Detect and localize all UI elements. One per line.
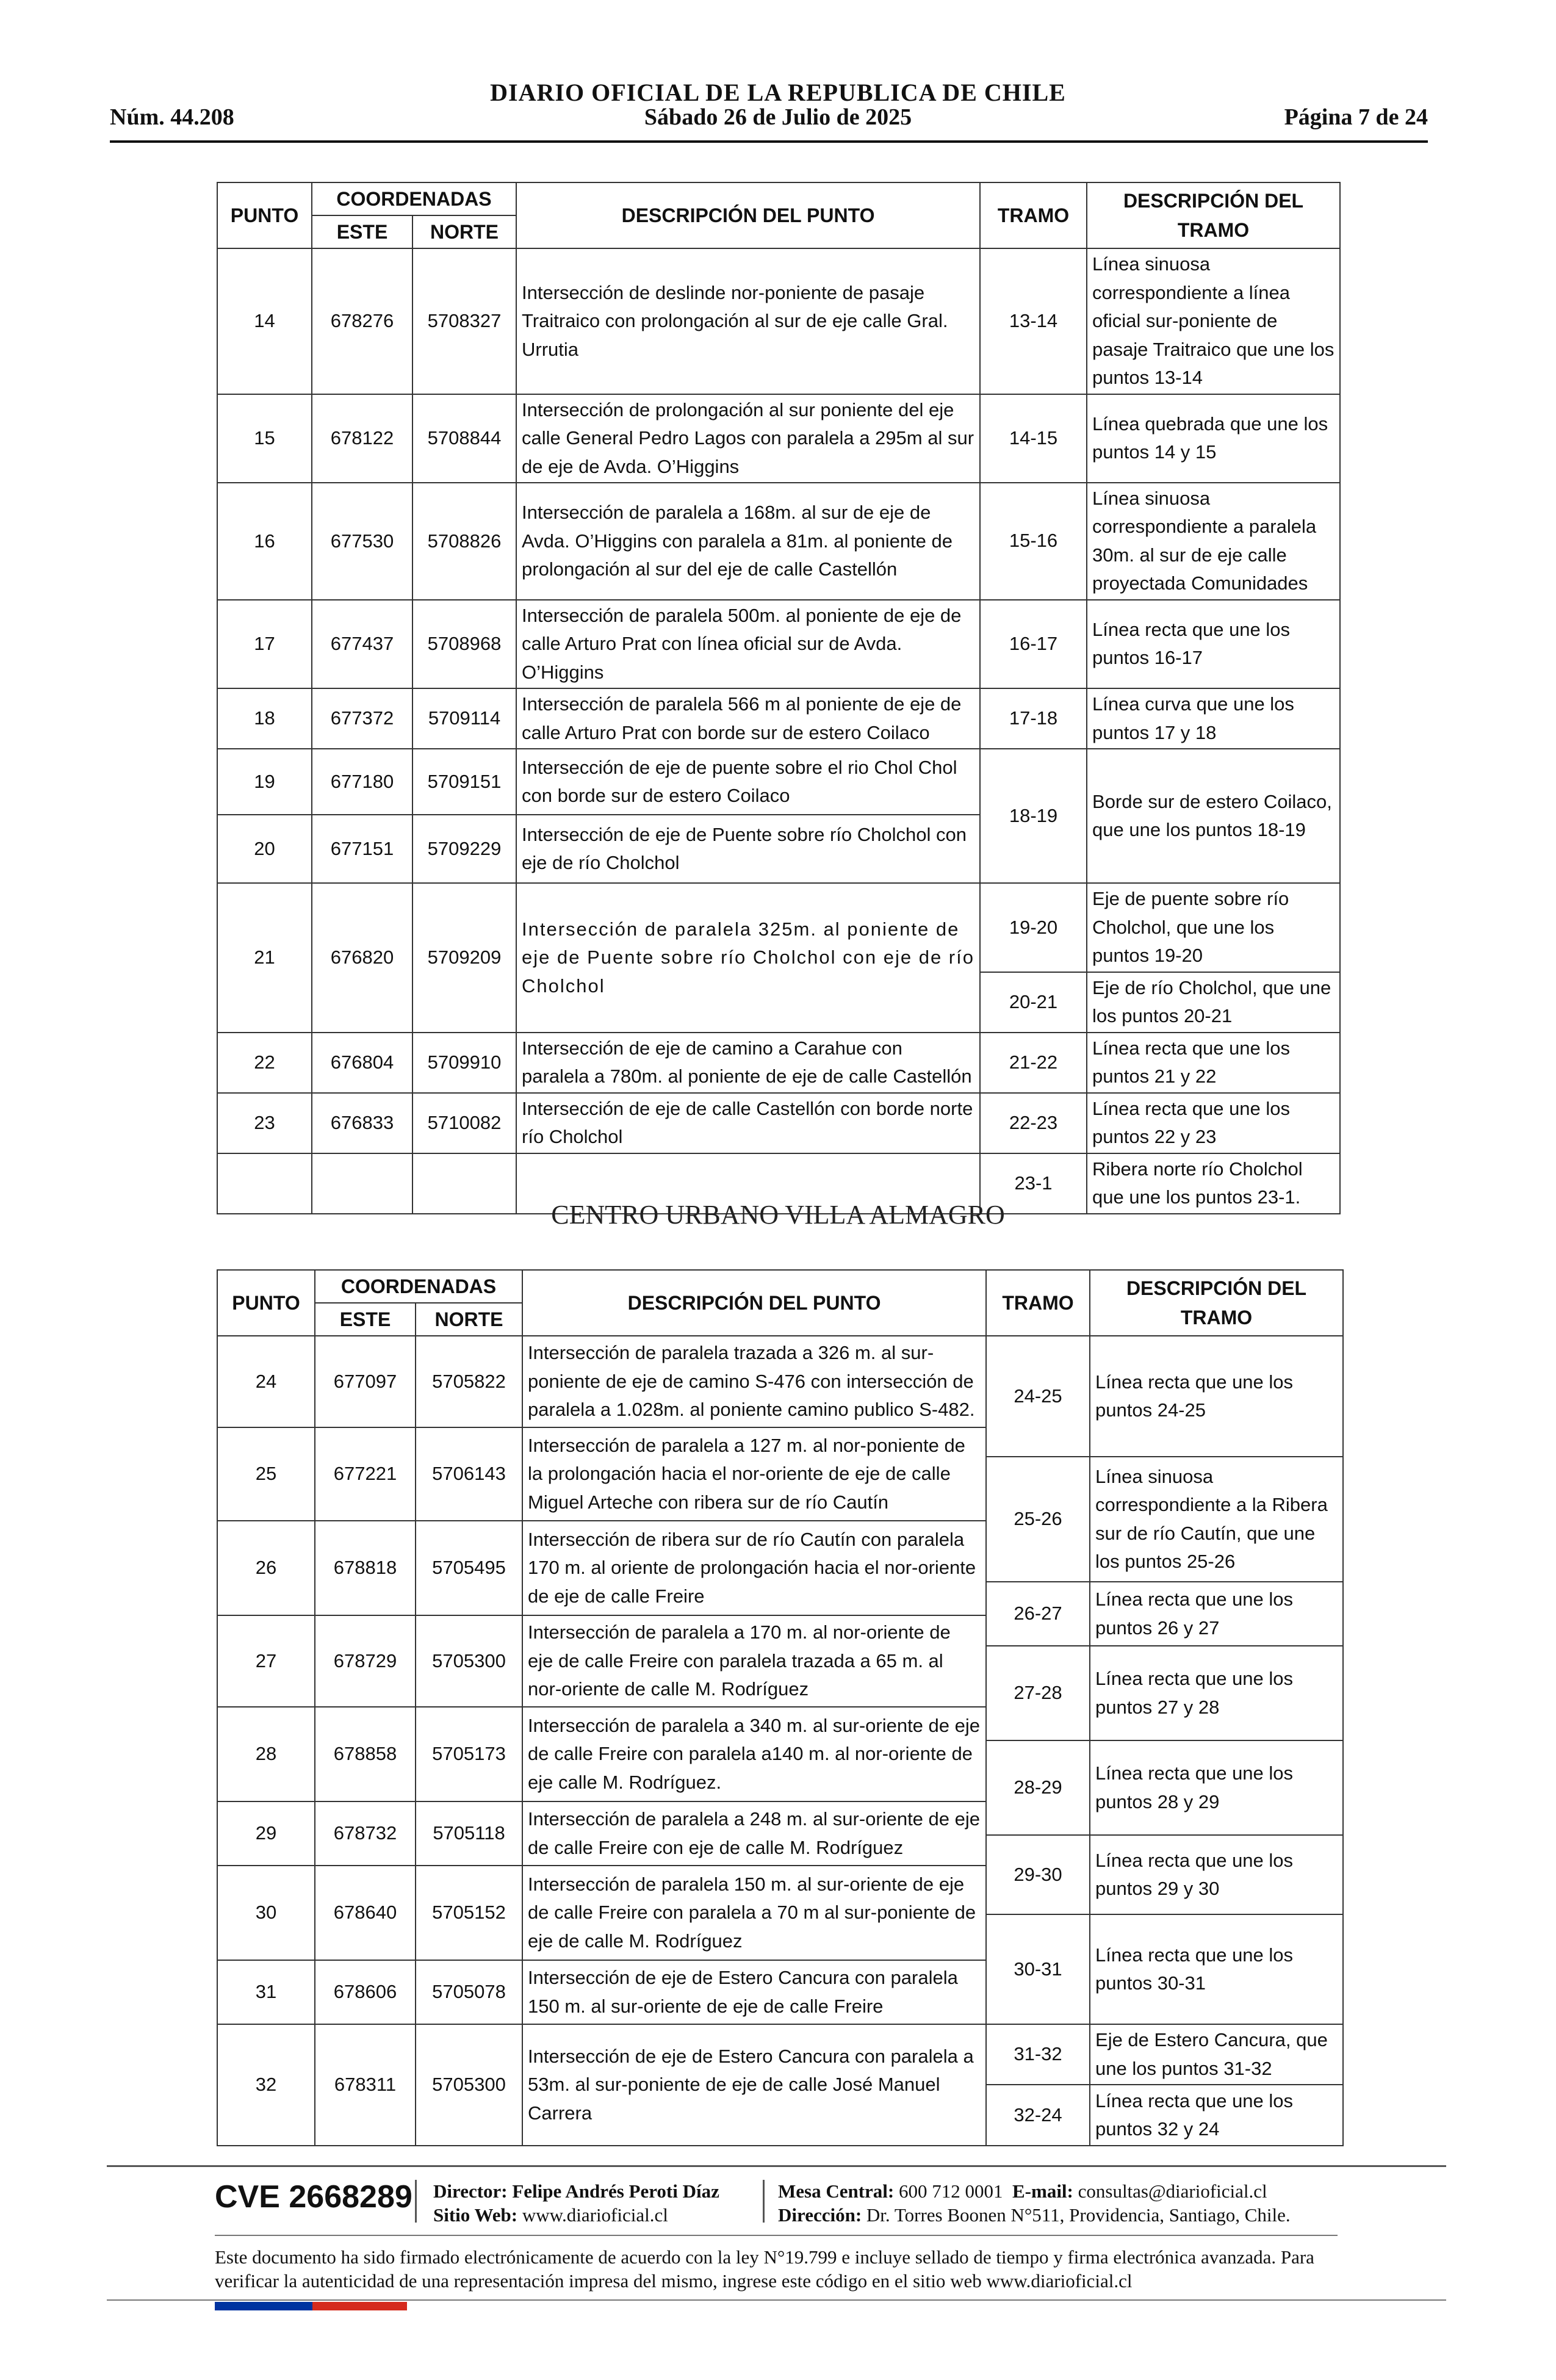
header-descripcion-tramo-line-1: DESCRIPCIÓN DEL [1123,190,1304,212]
table-row [217,600,1340,689]
website-link[interactable]: www.diarioficial.cl [522,2204,668,2226]
norte-cell: 5705118 [416,1801,522,1866]
este-cell: 678640 [315,1866,416,1960]
norte-cell: 5705300 [416,2024,522,2146]
tramo-cell: 15-16 [980,483,1087,600]
point-description-cell: Intersección de paralela a 168m. al sur de eje de Avda. O’Higgins con paralela a 81m. al poniente de prolongación al sur del eje de calle Castellón [516,483,980,599]
este-cell: 677151 [312,815,412,883]
tramo-description-cell: Eje de río Cholchol, que une los puntos 20-21 [1087,972,1340,1033]
header-descripcion-tramo [1090,1270,1343,1336]
punto-cell: 29 [217,1801,315,1866]
este-cell: 677097 [315,1336,416,1427]
tramo-cell: 25-26 [986,1457,1090,1582]
header-norte: NORTE [416,1303,522,1336]
este-cell: 676833 [312,1093,412,1153]
tramo-cell: 22-23 [980,1093,1087,1153]
tramo-description-cell: Línea recta que une los puntos 24-25 [1090,1336,1343,1457]
punto-cell: 30 [217,1866,315,1960]
point-description-cell: Intersección de paralela a 248 m. al sur-oriente de eje de calle Freire con eje de calle M. Rodríguez [522,1801,986,1866]
norte-cell: 5705152 [416,1866,522,1960]
norte-cell: 5705495 [416,1521,522,1615]
tramo-description-cell: Línea recta que une los puntos 30-31 [1090,1914,1343,2024]
tramo-description-cell: Línea recta que une los puntos 26 y 27 [1090,1582,1343,1646]
norte-cell: 5710082 [412,1093,516,1153]
tramo-cell: 30-31 [986,1914,1090,2024]
punto-cell: 27 [217,1615,315,1707]
footer-legal-text: Este documento ha sido firmado electrónicamente de acuerdo con la ley N°19.799 e incluye sellado de tiempo y firma electrónica avanzada. Para verificar la autenticidad de una representación impresa del mismo, ingrese este código en el sitio web www.diarioficial.cl [215,2246,1314,2292]
norte-cell: 5705822 [416,1336,522,1427]
header-este: ESTE [312,215,412,248]
header-descripcion-punto: DESCRIPCIÓN DEL PUNTO [516,182,980,248]
table-row [217,688,1340,749]
header-divider [110,140,1428,143]
point-description-cell: Intersección de paralela 566 m al poniente de eje de calle Arturo Prat con borde sur de estero Coilaco [516,688,980,749]
point-description-cell: Intersección de eje de puente sobre el rio Chol Chol con borde sur de estero Coilaco [516,749,980,815]
point-description-cell: Intersección de eje de Estero Cancura con paralela a 53m. al sur-poniente de eje de calle José Manuel Carrera [522,2024,986,2146]
punto-cell: 32 [217,2024,315,2146]
issue-date: Sábado 26 de Julio de 2025 [644,104,912,130]
norte-cell: 5709910 [412,1033,516,1093]
norte-cell: 5708327 [412,248,516,394]
tramo-cell: 17-18 [980,688,1087,749]
header-coordenadas: COORDENADAS [315,1270,522,1303]
table-row [217,394,1340,483]
tramo-description-cell: Línea recta que une los puntos 32 y 24 [1090,2085,1343,2146]
table-row [217,248,1340,394]
punto-cell: 20 [217,815,312,883]
cve-code: CVE 2668289 [215,2179,412,2215]
address-label: Dirección: [778,2204,862,2226]
tramo-description-cell: Línea recta que une los puntos 29 y 30 [1090,1835,1343,1914]
section-title: CENTRO URBANO VILLA ALMAGRO [551,1200,1005,1230]
tramo-cell: 16-17 [980,600,1087,689]
header-descripcion-tramo-line-2: TRAMO [1177,219,1250,241]
address-value: Dr. Torres Boonen N°511, Providencia, Santiago, Chile. [866,2204,1291,2226]
header-descripcion-tramo-line-2: TRAMO [1180,1307,1253,1329]
norte-cell: 5705173 [416,1707,522,1801]
point-description-cell: Intersección de eje de camino a Carahue con paralela a 780m. al poniente de eje de calle Castellón [516,1033,980,1093]
table-row [217,1033,1340,1093]
punto-cell: 22 [217,1033,312,1093]
tramo-cell: 20-21 [980,972,1087,1033]
header-punto: PUNTO [217,1270,315,1336]
point-description-cell: Intersección de deslinde nor-poniente de pasaje Traitraico con prolongación al sur de eje calle Gral. Urrutia [516,248,980,394]
boundary-table-1 [217,182,1341,1214]
footer-divider [107,2299,1446,2301]
table-2-header [217,1270,1343,1336]
point-description-cell: Intersección de paralela a 340 m. al sur-oriente de eje de calle Freire con paralela a140 m. al nor-oriente de eje calle M. Rodríguez. [522,1707,986,1801]
punto-cell: 19 [217,749,312,815]
point-description-cell: Intersección de eje de calle Castellón con borde norte río Cholchol [516,1093,980,1153]
tramo-cell: 28-29 [986,1740,1090,1835]
website-line [433,2204,719,2227]
issue-number: Núm. 44.208 [110,104,234,130]
este-cell: 678732 [315,1801,416,1866]
este-cell: 676804 [312,1033,412,1093]
point-description-cell: Intersección de paralela a 127 m. al nor-poniente de la prolongación hacia el nor-oriente de eje de calle Miguel Arteche con ribera sur de río Cautín [522,1427,986,1521]
este-cell: 678122 [312,394,412,483]
header-punto: PUNTO [217,182,312,248]
punto-cell: 26 [217,1521,315,1615]
tramo-cell: 19-20 [980,883,1087,972]
tramo-description-cell: Línea recta que une los puntos 28 y 29 [1090,1740,1343,1835]
header-coordenadas: COORDENADAS [312,182,516,215]
tramo-cell: 14-15 [980,394,1087,483]
table-row [217,1093,1340,1153]
boundary-table-2 [217,1269,1344,2146]
punto-cell: 15 [217,394,312,483]
director-label: Director: [433,2180,508,2202]
email-label: E-mail: [1012,2180,1073,2202]
norte-cell: 5709229 [412,815,516,883]
punto-cell: 23 [217,1093,312,1153]
tramo-description-cell: Línea recta que une los puntos 22 y 23 [1087,1093,1340,1153]
point-description-cell: Intersección de ribera sur de río Cautín con paralela 170 m. al oriente de prolongación hacia el nor-oriente de eje de calle Freire [522,1521,986,1615]
tramo-cell: 21-22 [980,1033,1087,1093]
tramo-description-cell: Línea sinuosa correspondiente a línea oficial sur-poniente de pasaje Traitraico que une los puntos 13-14 [1087,248,1340,394]
tramo-description-cell: Eje de Estero Cancura, que une los puntos 31-32 [1090,2024,1343,2085]
header-descripcion-punto: DESCRIPCIÓN DEL PUNTO [522,1270,986,1336]
este-cell: 677372 [312,688,412,749]
footer-divider [107,2165,1446,2167]
point-description-cell: Intersección de paralela 500m. al poniente de eje de calle Arturo Prat con línea oficial sur de Avda. O’Higgins [516,600,980,689]
este-cell: 677437 [312,600,412,689]
norte-cell: 5708826 [412,483,516,599]
tramo-cell: 24-25 [986,1336,1090,1457]
punto-cell: 21 [217,883,312,1033]
este-cell: 678606 [315,1960,416,2024]
header-este: ESTE [315,1303,416,1336]
tramo-description-cell: Borde sur de estero Coilaco, que une los puntos 18-19 [1087,749,1340,883]
table-1-header [217,182,1340,248]
este-cell: 678818 [315,1521,416,1615]
header-descripcion-tramo-line-1: DESCRIPCIÓN DEL [1126,1277,1307,1299]
footer-separator [763,2180,765,2223]
este-cell: 678729 [315,1615,416,1707]
table-row [217,749,1340,815]
header-tramo: TRAMO [980,182,1087,248]
punto-cell: 25 [217,1427,315,1521]
norte-cell: 5709209 [412,883,516,1033]
tramo-cell: 18-19 [980,749,1087,883]
punto-cell: 17 [217,600,312,689]
punto-cell: 31 [217,1960,315,2024]
mesa-label: Mesa Central: [778,2180,895,2202]
email-link[interactable]: consultas@diarioficial.cl [1078,2180,1267,2202]
tramo-description-cell: Línea curva que une los puntos 17 y 18 [1087,688,1340,749]
tramo-description-cell: Línea recta que une los puntos 27 y 28 [1090,1646,1343,1740]
mesa-value: 600 712 0001 [899,2180,1003,2202]
tramo-cell: 23-1 [980,1153,1087,1214]
norte-cell: 5709151 [412,749,516,815]
este-cell: 677530 [312,483,412,599]
address-line [778,2204,1291,2227]
footer-contact-block [778,2180,1291,2227]
footer-divider [215,2235,1338,2236]
tramo-description-cell: Línea quebrada que une los puntos 14 y 15 [1087,394,1340,483]
page-indicator: Página 7 de 24 [1284,104,1428,130]
norte-cell: 5709114 [412,688,516,749]
point-description-cell: Intersección de paralela a 170 m. al nor-oriente de eje de calle Freire con paralela trazada a 65 m. al nor-oriente de calle M. Rodríguez [522,1615,986,1707]
point-description-cell: Intersección de eje de Puente sobre río Cholchol con eje de río Cholchol [516,815,980,883]
este-cell: 678858 [315,1707,416,1801]
norte-cell: 5705078 [416,1960,522,2024]
norte-cell: 5708844 [412,394,516,483]
punto-cell: 28 [217,1707,315,1801]
point-description-cell: Intersección de prolongación al sur poniente del eje calle General Pedro Lagos con paralela a 295m al sur de eje de Avda. O’Higgins [516,394,980,483]
tramo-cell: 29-30 [986,1835,1090,1914]
este-cell: 678276 [312,248,412,394]
header-descripcion-tramo [1087,182,1340,248]
tramo-description-cell: Línea recta que une los puntos 21 y 22 [1087,1033,1340,1093]
punto-cell: 18 [217,688,312,749]
point-description-cell: Intersección de paralela trazada a 326 m. al sur-poniente de eje de camino S-476 con intersección de paralela a 1.028m. al poniente camino publico S-482. [522,1336,986,1427]
point-description-cell: Intersección de paralela 325m. al poniente de eje de Puente sobre río Cholchol con eje de río Cholchol [516,883,980,1033]
header-norte: NORTE [412,215,516,248]
tramo-cell: 32-24 [986,2085,1090,2146]
tramo-description-cell: Línea sinuosa correspondiente a la Ribera sur de río Cautín, que une los puntos 25-26 [1090,1457,1343,1582]
tramo-description-cell: Eje de puente sobre río Cholchol, que une los puntos 19-20 [1087,883,1340,972]
tramo-cell: 26-27 [986,1582,1090,1646]
point-description-cell: Intersección de paralela 150 m. al sur-oriente de eje de calle Freire con paralela a 70 m al sur-poniente de eje de calle M. Rodríguez [522,1866,986,1960]
tramo-cell: 13-14 [980,248,1087,394]
norte-cell: 5708968 [412,600,516,689]
footer-director-block [433,2180,719,2227]
punto-cell: 16 [217,483,312,599]
tramo-cell: 31-32 [986,2024,1090,2085]
footer-separator [415,2180,417,2223]
tramo-description-cell: Línea sinuosa correspondiente a paralela 30m. al sur de eje calle proyectada Comunidades [1087,483,1340,600]
header-tramo: TRAMO [986,1270,1090,1336]
punto-cell: 14 [217,248,312,394]
flag-stripe-blue [215,2302,312,2310]
este-cell: 677221 [315,1427,416,1521]
tramo-description-cell: Ribera norte río Cholchol que une los puntos 23-1. [1087,1153,1340,1214]
director-name: Felipe Andrés Peroti Díaz [512,2180,719,2202]
point-description-cell: Intersección de eje de Estero Cancura con paralela 150 m. al sur-oriente de eje de calle Freire [522,1960,986,2024]
website-label: Sitio Web: [433,2204,518,2226]
flag-stripe-red [312,2302,407,2310]
contact-line [778,2180,1291,2204]
director-line [433,2180,719,2204]
tramo-cell: 27-28 [986,1646,1090,1740]
este-cell: 676820 [312,883,412,1033]
norte-cell: 5705300 [416,1615,522,1707]
este-cell: 677180 [312,749,412,815]
newspaper-title: DIARIO OFICIAL DE LA REPUBLICA DE CHILE [490,79,1066,106]
este-cell: 678311 [315,2024,416,2146]
tramo-description-cell: Línea recta que une los puntos 16-17 [1087,600,1340,689]
norte-cell: 5706143 [416,1427,522,1521]
punto-cell: 24 [217,1336,315,1427]
table-row [217,1336,1343,1427]
